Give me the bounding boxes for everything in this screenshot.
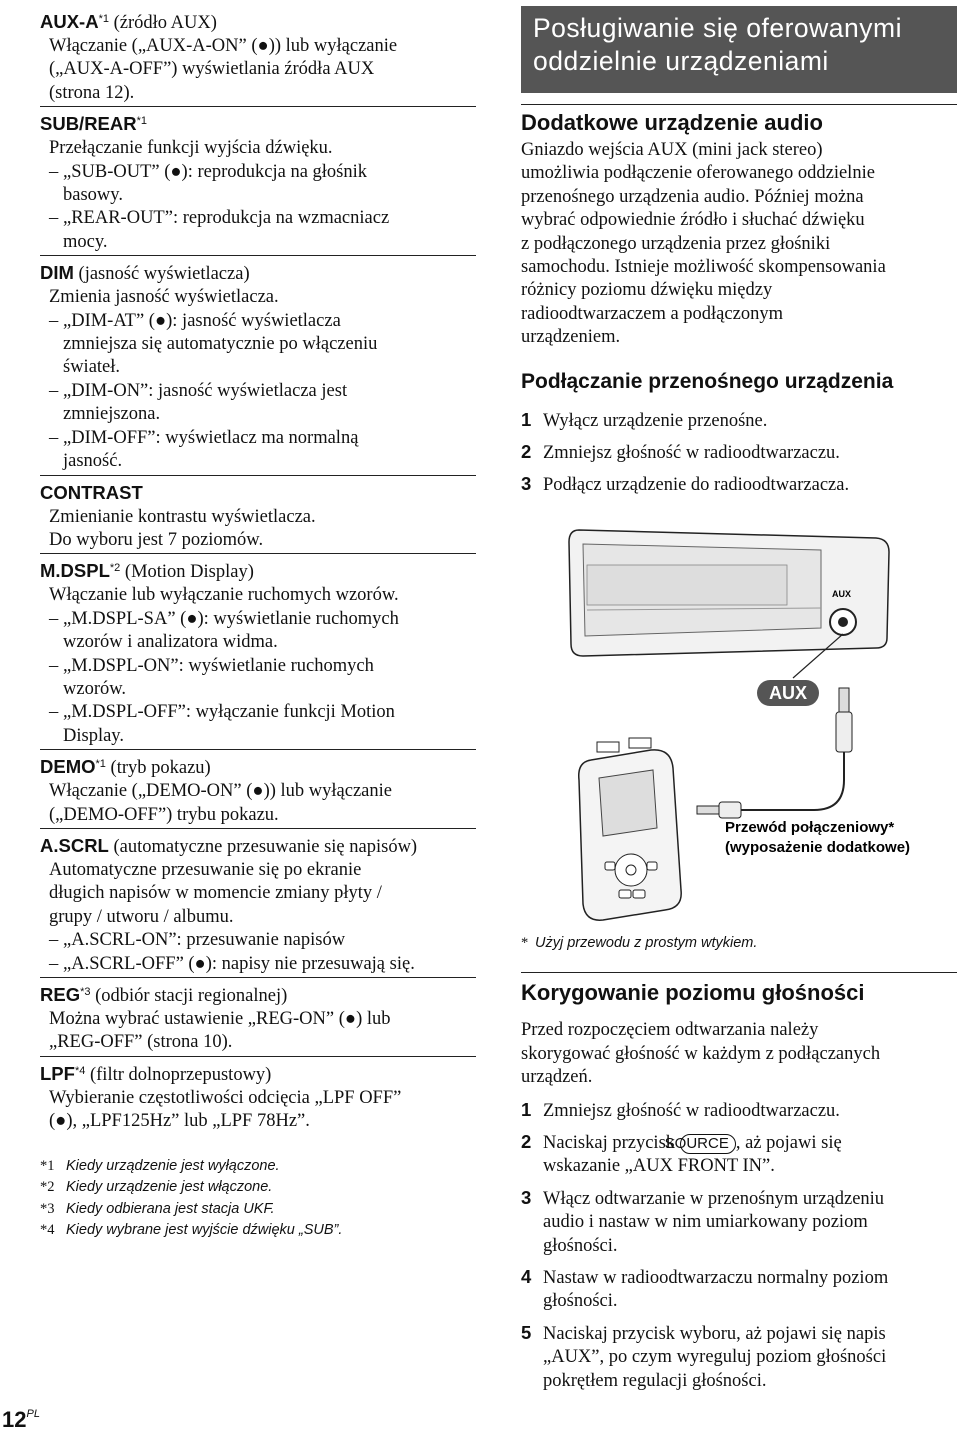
paragraph-line: z podłączonego urządzenia przez głośniki <box>521 233 831 254</box>
aux-callout-text: AUX <box>768 682 808 703</box>
figure-note: * Użyj przewodu z prostym wtykiem. <box>521 934 758 951</box>
entry-option: – „M.DSPL-SA” (●): wyświetlanie ruchomych wzorów i analizatora widma. <box>49 608 399 653</box>
footnote-text: Kiedy urządzenie jest wyłączone. <box>66 1157 280 1174</box>
entry-footnote-mark: *1 <box>136 115 148 128</box>
entry-description-line: „REG-OFF” (strona 10). <box>49 1032 233 1053</box>
entry-description-line: Włączanie („AUX-A-ON” (●)) lub wyłączanie <box>49 36 398 56</box>
entry-option-line: „DIM-AT” (●): jasność wyświetlacza <box>63 310 341 331</box>
entry-description-line: grupy / utworu / albumu. <box>49 906 234 927</box>
paragraph-line: umożliwia podłączenie oferowanego oddzielnie <box>521 163 875 184</box>
entry-name: A.SCRL <box>40 834 109 856</box>
footnote-mark: *1 <box>40 1157 55 1174</box>
entry-name: CONTRAST <box>40 481 143 503</box>
entry-footnote-mark: *4 <box>74 1064 86 1077</box>
entry-description-line: (strona 12). <box>49 82 135 103</box>
portable-player-illustration <box>579 738 681 920</box>
paragraph-line: urządzeniem. <box>521 327 621 348</box>
panel-aux-label: AUX <box>832 588 852 599</box>
cable-label-line1: Przewód połączeniowy* <box>725 818 895 836</box>
paragraph-line: Przed rozpoczęciem odtwarzania należy <box>521 1020 819 1041</box>
entry-heading <box>40 557 476 584</box>
step-text: audio i nastaw w nim umiarkowany poziom <box>543 1212 868 1233</box>
paragraph-line: samochodu. Istnieje możliwość skompensowania <box>521 257 886 278</box>
entry-footnote-mark: *1 <box>98 13 109 25</box>
entry-option: – „DIM-ON”: jasność wyświetlacza jest zmniejszona. <box>49 380 348 425</box>
menu-entry <box>40 475 476 553</box>
entry-option-line: świateł. <box>63 357 121 378</box>
entry-heading <box>40 832 476 859</box>
entry-option: – „DIM-AT” (●): jasność wyświetlacza zmniejsza się automatycznie po włączeniu świateł. <box>49 310 378 378</box>
head-unit-illustration <box>569 530 889 656</box>
step-text: głośności. <box>543 1235 618 1256</box>
footnote-text: Kiedy wybrane jest wyjście dźwięku „SUB”. <box>66 1222 343 1239</box>
entry-subtitle: (odbiór stacji regionalnej) <box>90 986 288 1006</box>
entry-option: – „A.SCRL-OFF” (●): napisy nie przesuwają się. <box>49 953 415 974</box>
steps-connect <box>521 408 957 498</box>
menu-entry <box>40 828 476 976</box>
left-column <box>40 5 476 1242</box>
step-text: Włącz odtwarzanie w przenośnym urządzeniu <box>543 1188 885 1209</box>
entry-option: – „M.DSPL-ON”: wyświetlanie ruchomych wzorów. <box>49 655 374 699</box>
step-item <box>521 1186 957 1258</box>
entry-description-line: Zmienia jasność wyświetlacza. <box>49 287 279 308</box>
entry-description-line: Wybieranie częstotliwości odcięcia „LPF OFF” <box>49 1087 402 1108</box>
step-number: 1 <box>521 408 532 430</box>
entry-footnote-mark: *2 <box>109 562 121 575</box>
entry-description-line: (●), „LPF125Hz” lub „LPF 78Hz”. <box>49 1111 310 1132</box>
entry-name: AUX-A <box>40 11 99 32</box>
steps-volume <box>521 1098 957 1393</box>
paragraph-line: wybrać odpowiednie źródło i słuchać dźwięku <box>521 210 865 231</box>
entry-name: DIM <box>40 262 74 284</box>
entry-option: – „A.SCRL-ON”: przesuwanie napisów <box>49 930 346 951</box>
entry-option-line: mocy. <box>63 231 108 252</box>
entry-option-line: „M.DSPL-ON”: wyświetlanie ruchomych <box>63 655 374 676</box>
entry-description-line: („AUX-A-OFF”) wyświetlania źródła AUX <box>49 59 375 80</box>
entry-description-line: Do wyboru jest 7 poziomów. <box>49 529 264 550</box>
step-item <box>521 440 957 465</box>
step-item <box>521 1130 957 1179</box>
entry-heading <box>40 1060 476 1087</box>
footnotes <box>40 1156 476 1242</box>
footnote-text: Kiedy odbierana jest stacja UKF. <box>66 1200 275 1217</box>
entry-description-line: długich napisów w momencie zmiany płyty / <box>49 883 382 904</box>
step-text: wskazanie „AUX FRONT IN”. <box>543 1156 775 1177</box>
right-column <box>521 104 957 1400</box>
entry-name: M.DSPL <box>40 560 110 582</box>
entry-subtitle: (automatyczne przesuwanie się napisów) <box>108 836 418 857</box>
step-text: Nastaw w radioodtwarzaczu normalny poziom <box>543 1268 889 1289</box>
menu-entry <box>40 749 476 827</box>
footnote <box>40 1177 476 1199</box>
step-text: Zmniejsz głośność w radioodtwarzaczu. <box>543 443 840 464</box>
entry-description-line: Automatyczne przesuwanie się po ekranie <box>49 859 362 880</box>
section-title-audio: Dodatkowe urządzenie audio <box>521 110 823 135</box>
paragraph-line: urządzeń. <box>521 1067 593 1088</box>
entry-option-line: „DIM-OFF”: wyświetlacz ma normalną <box>63 427 359 448</box>
entry-option: – „SUB-OUT” (●): reprodukcja na głośnik basowy. <box>49 161 368 206</box>
entry-option-line: wzorów. <box>63 678 127 699</box>
menu-entry <box>40 1056 476 1134</box>
step-number: 3 <box>521 473 532 495</box>
entry-option-line: basowy. <box>63 185 123 206</box>
footnote-mark: *3 <box>40 1200 55 1217</box>
entry-description-line: Włączanie („DEMO-ON” (●)) lub wyłączanie <box>49 781 392 802</box>
entry-option-line: Display. <box>63 725 124 746</box>
entry-heading <box>40 259 476 286</box>
entry-name: LPF <box>40 1062 75 1084</box>
step-number: 2 <box>521 441 532 463</box>
entry-name: REG <box>40 984 81 1005</box>
entry-description-line: Można wybrać ustawienie „REG-ON” (●) lub <box>49 1009 391 1029</box>
entry-option: – „REAR-OUT”: reprodukcja na wzmacniacz mocy. <box>49 208 390 252</box>
connection-figure <box>521 510 957 945</box>
paragraph-line: skorygować głośność w każdym z podłączanych <box>521 1043 881 1064</box>
step-item <box>521 408 957 433</box>
entry-option-line: „DIM-ON”: jasność wyświetlacza jest <box>63 380 348 401</box>
entry-option-line: zmniejsza się automatycznie po włączeniu <box>63 334 378 355</box>
entry-subtitle: (źródło AUX) <box>109 13 217 33</box>
menu-entry <box>40 5 476 105</box>
step-number: 5 <box>521 1321 532 1343</box>
menu-entry <box>40 255 476 473</box>
section-title-volume: Korygowanie poziomu głośności <box>521 980 865 1006</box>
entry-heading <box>40 981 476 1008</box>
entry-option: – „DIM-OFF”: wyświetlacz ma normalną jasność. <box>49 427 359 472</box>
section-banner: Posługiwanie się oferowanymi oddzielnie urządzeniami <box>521 6 957 93</box>
entry-option: – „M.DSPL-OFF”: wyłączanie funkcji Motion Display. <box>49 702 395 746</box>
step-text: „AUX”, po czym wyreguluj poziom głośności <box>543 1347 887 1368</box>
entry-option-line: „REAR-OUT”: reprodukcja na wzmacniacz <box>63 208 390 229</box>
step-number: 2 <box>521 1131 532 1152</box>
entry-name: SUB/REAR <box>40 113 137 135</box>
step-text: Wyłącz urządzenie przenośne. <box>543 410 768 431</box>
footnote-mark: *2 <box>40 1179 55 1196</box>
menu-entry <box>40 553 476 748</box>
paragraph-line: Gniazdo wejścia AUX (mini jack stereo) <box>521 140 823 160</box>
menu-entry <box>40 106 476 254</box>
entry-heading <box>40 753 476 780</box>
step-item <box>521 1321 957 1393</box>
footnote <box>40 1199 476 1221</box>
step-number: 4 <box>521 1266 532 1288</box>
menu-entries <box>40 5 476 1134</box>
paragraph-line: różnicy poziomu dźwięku między <box>521 280 773 301</box>
step-number: 3 <box>521 1186 532 1208</box>
section-text-volume <box>521 1019 957 1089</box>
step-text: Naciskaj przycisk <box>543 1133 680 1153</box>
entry-description-line: („DEMO-OFF”) trybu pokazu. <box>49 804 279 825</box>
step-text: Naciskaj przycisk wyboru, aż pojawi się napis <box>543 1323 886 1344</box>
entry-description-line: Włączanie lub wyłączanie ruchomych wzorów. <box>49 585 399 606</box>
entry-heading <box>40 8 476 35</box>
entry-footnote-mark: *3 <box>80 986 91 998</box>
step-text: pokrętłem regulacji głośności. <box>543 1370 767 1391</box>
step-text: Zmniejsz głośność w radioodtwarzaczu. <box>543 1100 840 1121</box>
cable-label-line2: (wyposażenie dodatkowe) <box>725 838 911 856</box>
entry-option-line: „M.DSPL-SA” (●): wyświetlanie ruchomych <box>63 608 399 629</box>
entry-name: DEMO <box>40 756 96 778</box>
footnote-mark: *4 <box>40 1222 55 1239</box>
page-number: $12^{PL}$ <box>2 1407 40 1432</box>
footnote-text: Kiedy urządzenie jest włączone. <box>66 1179 273 1196</box>
step-text: głośności. <box>543 1291 618 1312</box>
entry-heading <box>40 479 476 506</box>
step-item <box>521 1098 957 1123</box>
entry-option-line: jasność. <box>63 451 123 472</box>
entry-description-line: Przełączanie funkcji wyjścia dźwięku. <box>49 138 333 159</box>
paragraph-line: radioodtwarzaczem a podłączonym <box>521 303 783 324</box>
entry-description-line: Zmienianie kontrastu wyświetlacza. <box>49 506 316 527</box>
entry-subtitle: (jasność wyświetlacza) <box>73 264 250 285</box>
source-key: SOURCE <box>680 1134 736 1154</box>
entry-option-line: wzorów i analizatora widma. <box>63 632 278 653</box>
menu-entry <box>40 977 476 1055</box>
step-text: , aż pojawi się <box>735 1133 842 1153</box>
footnote <box>40 1220 476 1242</box>
footnote <box>40 1156 476 1178</box>
step-text: Podłącz urządzenie do radioodtwarzacza. <box>543 475 850 496</box>
entry-option-line: „M.DSPL-OFF”: wyłączanie funkcji Motion <box>63 702 395 723</box>
cable-illustration <box>697 688 852 818</box>
step-number: 1 <box>521 1098 532 1120</box>
entry-heading <box>40 110 476 137</box>
entry-footnote-mark: *1 <box>95 758 106 771</box>
entry-option-line: zmniejszona. <box>63 404 161 425</box>
entry-subtitle: (tryb pokazu) <box>105 758 211 779</box>
entry-option-line: „A.SCRL-ON”: przesuwanie napisów <box>63 930 346 951</box>
entry-option-line: „SUB-OUT” (●): reprodukcja na głośnik <box>63 161 368 182</box>
paragraph-line: przenośnego urządzenia audio. Później można <box>521 186 864 207</box>
step-item <box>521 1265 957 1314</box>
entry-subtitle: (filtr dolnoprzepustowy) <box>85 1064 272 1085</box>
connection-diagram <box>521 510 957 945</box>
subsection-title-connect: Podłączanie przenośnego urządzenia <box>521 369 894 393</box>
entry-option-line: „A.SCRL-OFF” (●): napisy nie przesuwają się. <box>63 953 415 974</box>
entry-subtitle: (Motion Display) <box>120 562 254 583</box>
section-text-audio <box>521 139 957 350</box>
step-item <box>521 472 957 497</box>
